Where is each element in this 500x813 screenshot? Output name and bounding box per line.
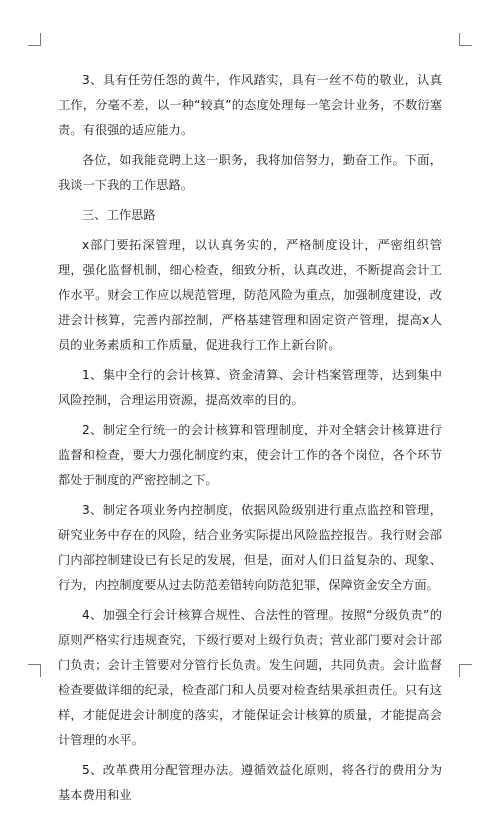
section-heading: 三、工作思路: [82, 208, 156, 222]
paragraph-item-3: 3、制定各项业务内控制度，依据风险级别进行重点监控和管理，研究业务中存在的风险，结合业务实际提出风险监控报告。我行财会部门内部控制建设已有长足的发展，但是，面对人们日益复杂的、现象、行为，内控制度要从过去防范差错转向防范犯罪，保障资金安全方面。: [58, 503, 442, 592]
paragraph-quality-3: 3、具有任劳任怨的黄牛，作风踏实，具有一丝不苟的敬业，认真工作，分毫不差，以一种“较真”的态度处理每一笔会计业务，不数衍塞责。有很强的适应能力。: [58, 73, 442, 137]
paragraph-overview: x部门要拓深管理，以认真务实的，严格制度设计，严密组织管理，强化监督机制，细心检查，细致分析，认真改进，不断提高会计工作水平。财会工作应以规范管理，防范风险为重点，加强制度建设，改进会计核算，完善内部控制，严格基建管理和固定资产管理，提高x人员的业务素质和工作质量，促进我行工作上新台阶。: [58, 238, 442, 352]
paragraph-item-1: 1、集中全行的会计核算、资金清算、会计档案管理等，达到集中风险控制，合理运用资源，提高效率的目的。: [58, 368, 442, 407]
crop-mark-bottom-left: [28, 664, 41, 677]
crop-mark-top-left: [28, 33, 41, 46]
paragraph-item-2: 2、制定全行统一的会计核算和管理制度，并对全辖会计核算进行监督和检查，要大力强化制度约束，使会计工作的各个岗位，各个环节都处于制度的严密控制之下。: [58, 423, 442, 487]
paragraph-item-4: 4、加强全行会计核算合规性、合法性的管理。按照“分级负责”的原则严格实行违规查究，下级行要对上级行负责；营业部门要对会计部门负责；会计主管要对分管行长负责。发生问题，共同负责。会计监督检查要做详细的纪录，检查部门和人员要对检查结果承担责任。只有这样，才能促进会计制度的落实，才能保证会计核算的质量，才能提高会计管理的水平。: [58, 608, 442, 747]
paragraph-commitment: 各位，如我能竞聘上这一职务，我将加倍努力，勤奋工作。下面，我谈一下我的工作思路。: [58, 153, 442, 192]
paragraph-item-5: 5、改革费用分配管理办法。遵循效益化原则，将各行的费用分为基本费用和业: [58, 763, 442, 802]
crop-mark-bottom-right: [459, 664, 472, 677]
document-body: [58, 68, 442, 813]
crop-mark-top-right: [459, 33, 472, 46]
